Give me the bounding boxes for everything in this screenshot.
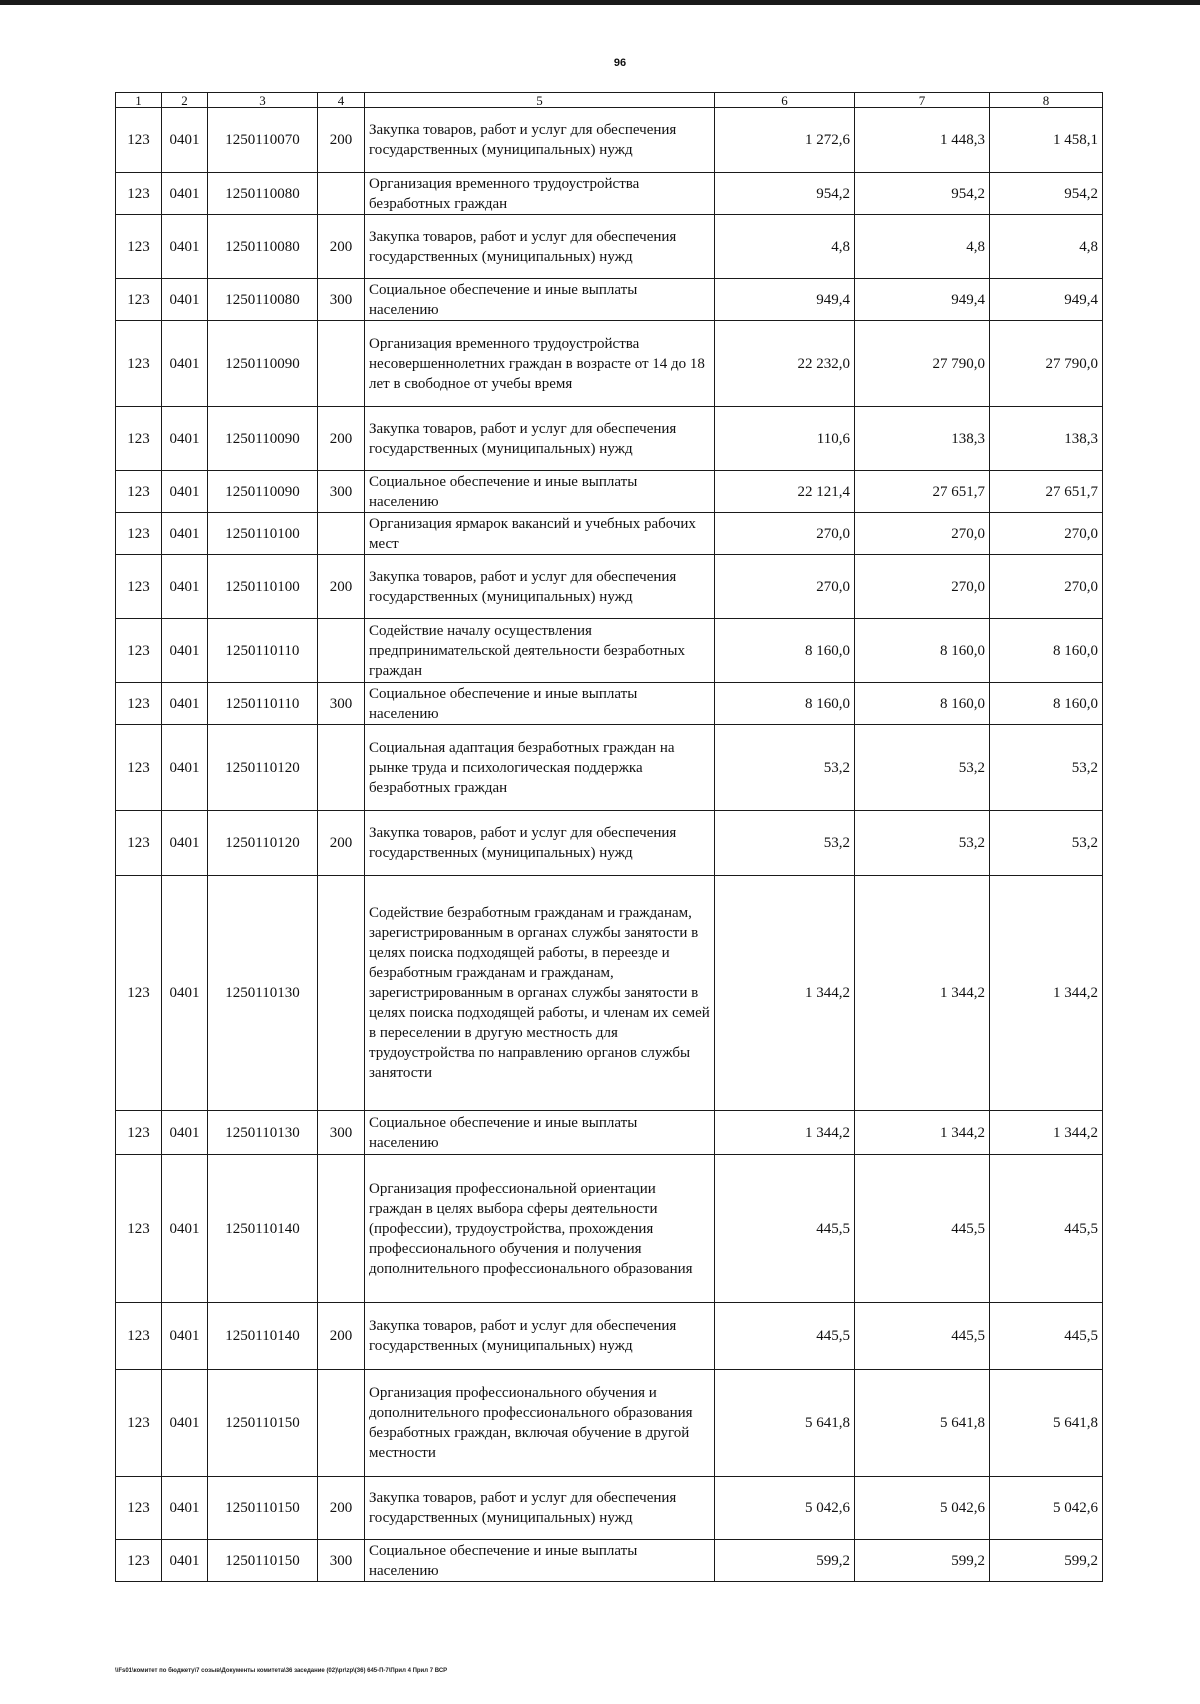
item-name: Организация профессиональной ориентации граждан в целях выбора сферы деятельности (профессии), трудоустройства, прохождения профессионального обучения и получения дополнительного профессионального образования (365, 1155, 715, 1303)
table-row (116, 725, 1103, 811)
table-row (116, 811, 1103, 876)
amount-col-8: 4,8 (990, 215, 1103, 279)
expense-type-code: 300 (318, 279, 365, 321)
amount-col-6: 8 160,0 (715, 619, 855, 683)
target-article-code: 1250110130 (208, 876, 318, 1111)
amount-col-7: 1 344,2 (855, 1111, 990, 1155)
amount-col-6: 270,0 (715, 513, 855, 555)
chapter-code: 123 (116, 1155, 162, 1303)
amount-col-7: 949,4 (855, 279, 990, 321)
expense-type-code: 200 (318, 1477, 365, 1540)
amount-col-6: 53,2 (715, 725, 855, 811)
amount-col-6: 8 160,0 (715, 683, 855, 725)
table-row (116, 215, 1103, 279)
expense-type-code (318, 725, 365, 811)
amount-col-6: 445,5 (715, 1303, 855, 1370)
section-code: 0401 (162, 1477, 208, 1540)
item-name: Организация временного трудоустройства безработных граждан (365, 173, 715, 215)
chapter-code: 123 (116, 108, 162, 173)
expense-type-code: 200 (318, 1303, 365, 1370)
chapter-code: 123 (116, 1370, 162, 1477)
section-code: 0401 (162, 1370, 208, 1477)
section-code: 0401 (162, 471, 208, 513)
section-code: 0401 (162, 683, 208, 725)
budget-table (115, 92, 1103, 1582)
section-code: 0401 (162, 407, 208, 471)
target-article-code: 1250110100 (208, 513, 318, 555)
amount-col-6: 5 042,6 (715, 1477, 855, 1540)
chapter-code: 123 (116, 1540, 162, 1582)
chapter-code: 123 (116, 1477, 162, 1540)
amount-col-8: 445,5 (990, 1303, 1103, 1370)
chapter-code: 123 (116, 215, 162, 279)
item-name: Содействие безработным гражданам и гражданам, зарегистрированным в органах службы занятости в целях поиска подходящей работы, в переезде и безработным гражданам и гражданам, зарегистрированным в органах службы занятости в целях поиска подходящей работы, и членам их семей в переселении в другую местность для трудоустройства по направлению органов службы занятости (365, 876, 715, 1111)
amount-col-7: 27 651,7 (855, 471, 990, 513)
item-name: Закупка товаров, работ и услуг для обеспечения государственных (муниципальных) нужд (365, 811, 715, 876)
target-article-code: 1250110080 (208, 215, 318, 279)
table-row (116, 1540, 1103, 1582)
amount-col-6: 599,2 (715, 1540, 855, 1582)
table-row (116, 173, 1103, 215)
chapter-code: 123 (116, 1111, 162, 1155)
column-header-1: 1 (116, 93, 162, 108)
expense-type-code: 200 (318, 555, 365, 619)
table-row (116, 513, 1103, 555)
amount-col-8: 27 790,0 (990, 321, 1103, 407)
target-article-code: 1250110140 (208, 1303, 318, 1370)
amount-col-7: 138,3 (855, 407, 990, 471)
amount-col-6: 4,8 (715, 215, 855, 279)
target-article-code: 1250110110 (208, 619, 318, 683)
item-name: Закупка товаров, работ и услуг для обеспечения государственных (муниципальных) нужд (365, 108, 715, 173)
column-number-row (116, 93, 1103, 108)
amount-col-6: 270,0 (715, 555, 855, 619)
chapter-code: 123 (116, 683, 162, 725)
column-header-2: 2 (162, 93, 208, 108)
target-article-code: 1250110080 (208, 279, 318, 321)
footer-file-path: \\Fs01\комитет по бюджету\7 созыв\Документы комитета\36 заседание (02)\pr\zp\(36) 645-П-7\Прил 4 Прил 7 ВСР (115, 1668, 448, 1674)
chapter-code: 123 (116, 876, 162, 1111)
item-name: Организация профессионального обучения и дополнительного профессионального образования безработных граждан, включая обучение в другой местности (365, 1370, 715, 1477)
expense-type-code: 300 (318, 683, 365, 725)
amount-col-7: 53,2 (855, 811, 990, 876)
section-code: 0401 (162, 215, 208, 279)
expense-type-code: 200 (318, 108, 365, 173)
amount-col-7: 445,5 (855, 1303, 990, 1370)
amount-col-8: 53,2 (990, 811, 1103, 876)
item-name: Социальная адаптация безработных граждан на рынке труда и психологическая поддержка безработных граждан (365, 725, 715, 811)
item-name: Закупка товаров, работ и услуг для обеспечения государственных (муниципальных) нужд (365, 1477, 715, 1540)
amount-col-6: 5 641,8 (715, 1370, 855, 1477)
amount-col-6: 22 121,4 (715, 471, 855, 513)
item-name: Организация временного трудоустройства несовершеннолетних граждан в возрасте от 14 до 18 лет в свободное от учебы время (365, 321, 715, 407)
amount-col-7: 8 160,0 (855, 619, 990, 683)
item-name: Закупка товаров, работ и услуг для обеспечения государственных (муниципальных) нужд (365, 555, 715, 619)
amount-col-7: 1 448,3 (855, 108, 990, 173)
table-row (116, 1303, 1103, 1370)
item-name: Социальное обеспечение и иные выплаты населению (365, 1540, 715, 1582)
expense-type-code (318, 1155, 365, 1303)
amount-col-7: 1 344,2 (855, 876, 990, 1111)
amount-col-8: 445,5 (990, 1155, 1103, 1303)
chapter-code: 123 (116, 513, 162, 555)
column-header-6: 6 (715, 93, 855, 108)
amount-col-8: 53,2 (990, 725, 1103, 811)
amount-col-6: 949,4 (715, 279, 855, 321)
expense-type-code: 300 (318, 1111, 365, 1155)
section-code: 0401 (162, 1540, 208, 1582)
section-code: 0401 (162, 513, 208, 555)
expense-type-code (318, 876, 365, 1111)
amount-col-8: 27 651,7 (990, 471, 1103, 513)
amount-col-8: 138,3 (990, 407, 1103, 471)
amount-col-8: 8 160,0 (990, 683, 1103, 725)
item-name: Организация ярмарок вакансий и учебных рабочих мест (365, 513, 715, 555)
amount-col-6: 1 272,6 (715, 108, 855, 173)
section-code: 0401 (162, 725, 208, 811)
table-row (116, 876, 1103, 1111)
expense-type-code (318, 173, 365, 215)
section-code: 0401 (162, 1155, 208, 1303)
chapter-code: 123 (116, 1303, 162, 1370)
item-name: Социальное обеспечение и иные выплаты населению (365, 1111, 715, 1155)
amount-col-7: 5 641,8 (855, 1370, 990, 1477)
amount-col-7: 4,8 (855, 215, 990, 279)
table-row (116, 1370, 1103, 1477)
amount-col-6: 53,2 (715, 811, 855, 876)
top-border-line (0, 0, 1200, 5)
page-number: 96 (613, 57, 627, 69)
item-name: Закупка товаров, работ и услуг для обеспечения государственных (муниципальных) нужд (365, 407, 715, 471)
expense-type-code: 200 (318, 811, 365, 876)
target-article-code: 1250110100 (208, 555, 318, 619)
amount-col-8: 1 344,2 (990, 1111, 1103, 1155)
amount-col-6: 1 344,2 (715, 1111, 855, 1155)
amount-col-7: 270,0 (855, 555, 990, 619)
target-article-code: 1250110110 (208, 683, 318, 725)
table-row (116, 1477, 1103, 1540)
chapter-code: 123 (116, 811, 162, 876)
amount-col-8: 599,2 (990, 1540, 1103, 1582)
expense-type-code: 300 (318, 471, 365, 513)
amount-col-8: 5 641,8 (990, 1370, 1103, 1477)
amount-col-6: 954,2 (715, 173, 855, 215)
column-header-7: 7 (855, 93, 990, 108)
table-row (116, 279, 1103, 321)
table-row (116, 108, 1103, 173)
section-code: 0401 (162, 279, 208, 321)
section-code: 0401 (162, 173, 208, 215)
section-code: 0401 (162, 321, 208, 407)
column-header-3: 3 (208, 93, 318, 108)
amount-col-8: 8 160,0 (990, 619, 1103, 683)
amount-col-8: 949,4 (990, 279, 1103, 321)
chapter-code: 123 (116, 173, 162, 215)
item-name: Закупка товаров, работ и услуг для обеспечения государственных (муниципальных) нужд (365, 1303, 715, 1370)
amount-col-6: 445,5 (715, 1155, 855, 1303)
amount-col-6: 110,6 (715, 407, 855, 471)
chapter-code: 123 (116, 279, 162, 321)
column-header-4: 4 (318, 93, 365, 108)
section-code: 0401 (162, 619, 208, 683)
table-row (116, 619, 1103, 683)
amount-col-7: 954,2 (855, 173, 990, 215)
amount-col-6: 1 344,2 (715, 876, 855, 1111)
section-code: 0401 (162, 876, 208, 1111)
section-code: 0401 (162, 555, 208, 619)
amount-col-8: 270,0 (990, 555, 1103, 619)
target-article-code: 1250110080 (208, 173, 318, 215)
section-code: 0401 (162, 1111, 208, 1155)
item-name: Закупка товаров, работ и услуг для обеспечения государственных (муниципальных) нужд (365, 215, 715, 279)
expense-type-code (318, 1370, 365, 1477)
table-row (116, 683, 1103, 725)
target-article-code: 1250110090 (208, 321, 318, 407)
column-header-5: 5 (365, 93, 715, 108)
target-article-code: 1250110070 (208, 108, 318, 173)
target-article-code: 1250110120 (208, 811, 318, 876)
expense-type-code (318, 321, 365, 407)
table-row (116, 321, 1103, 407)
table-row (116, 555, 1103, 619)
item-name: Содействие началу осуществления предпринимательской деятельности безработных граждан (365, 619, 715, 683)
item-name: Социальное обеспечение и иные выплаты населению (365, 683, 715, 725)
section-code: 0401 (162, 108, 208, 173)
chapter-code: 123 (116, 619, 162, 683)
table-row (116, 1111, 1103, 1155)
target-article-code: 1250110130 (208, 1111, 318, 1155)
chapter-code: 123 (116, 321, 162, 407)
target-article-code: 1250110150 (208, 1370, 318, 1477)
amount-col-7: 445,5 (855, 1155, 990, 1303)
amount-col-8: 1 458,1 (990, 108, 1103, 173)
target-article-code: 1250110090 (208, 407, 318, 471)
chapter-code: 123 (116, 471, 162, 513)
expense-type-code (318, 619, 365, 683)
target-article-code: 1250110140 (208, 1155, 318, 1303)
target-article-code: 1250110150 (208, 1477, 318, 1540)
target-article-code: 1250110120 (208, 725, 318, 811)
item-name: Социальное обеспечение и иные выплаты населению (365, 471, 715, 513)
table-row (116, 471, 1103, 513)
amount-col-8: 1 344,2 (990, 876, 1103, 1111)
section-code: 0401 (162, 811, 208, 876)
expense-type-code: 300 (318, 1540, 365, 1582)
amount-col-8: 270,0 (990, 513, 1103, 555)
expense-type-code: 200 (318, 407, 365, 471)
target-article-code: 1250110090 (208, 471, 318, 513)
amount-col-7: 53,2 (855, 725, 990, 811)
expense-type-code: 200 (318, 215, 365, 279)
column-header-8: 8 (990, 93, 1103, 108)
table-row (116, 407, 1103, 471)
amount-col-7: 599,2 (855, 1540, 990, 1582)
chapter-code: 123 (116, 407, 162, 471)
amount-col-7: 27 790,0 (855, 321, 990, 407)
chapter-code: 123 (116, 725, 162, 811)
table-row (116, 1155, 1103, 1303)
target-article-code: 1250110150 (208, 1540, 318, 1582)
chapter-code: 123 (116, 555, 162, 619)
amount-col-8: 5 042,6 (990, 1477, 1103, 1540)
amount-col-8: 954,2 (990, 173, 1103, 215)
amount-col-7: 5 042,6 (855, 1477, 990, 1540)
section-code: 0401 (162, 1303, 208, 1370)
amount-col-6: 22 232,0 (715, 321, 855, 407)
amount-col-7: 270,0 (855, 513, 990, 555)
expense-type-code (318, 513, 365, 555)
item-name: Социальное обеспечение и иные выплаты населению (365, 279, 715, 321)
amount-col-7: 8 160,0 (855, 683, 990, 725)
